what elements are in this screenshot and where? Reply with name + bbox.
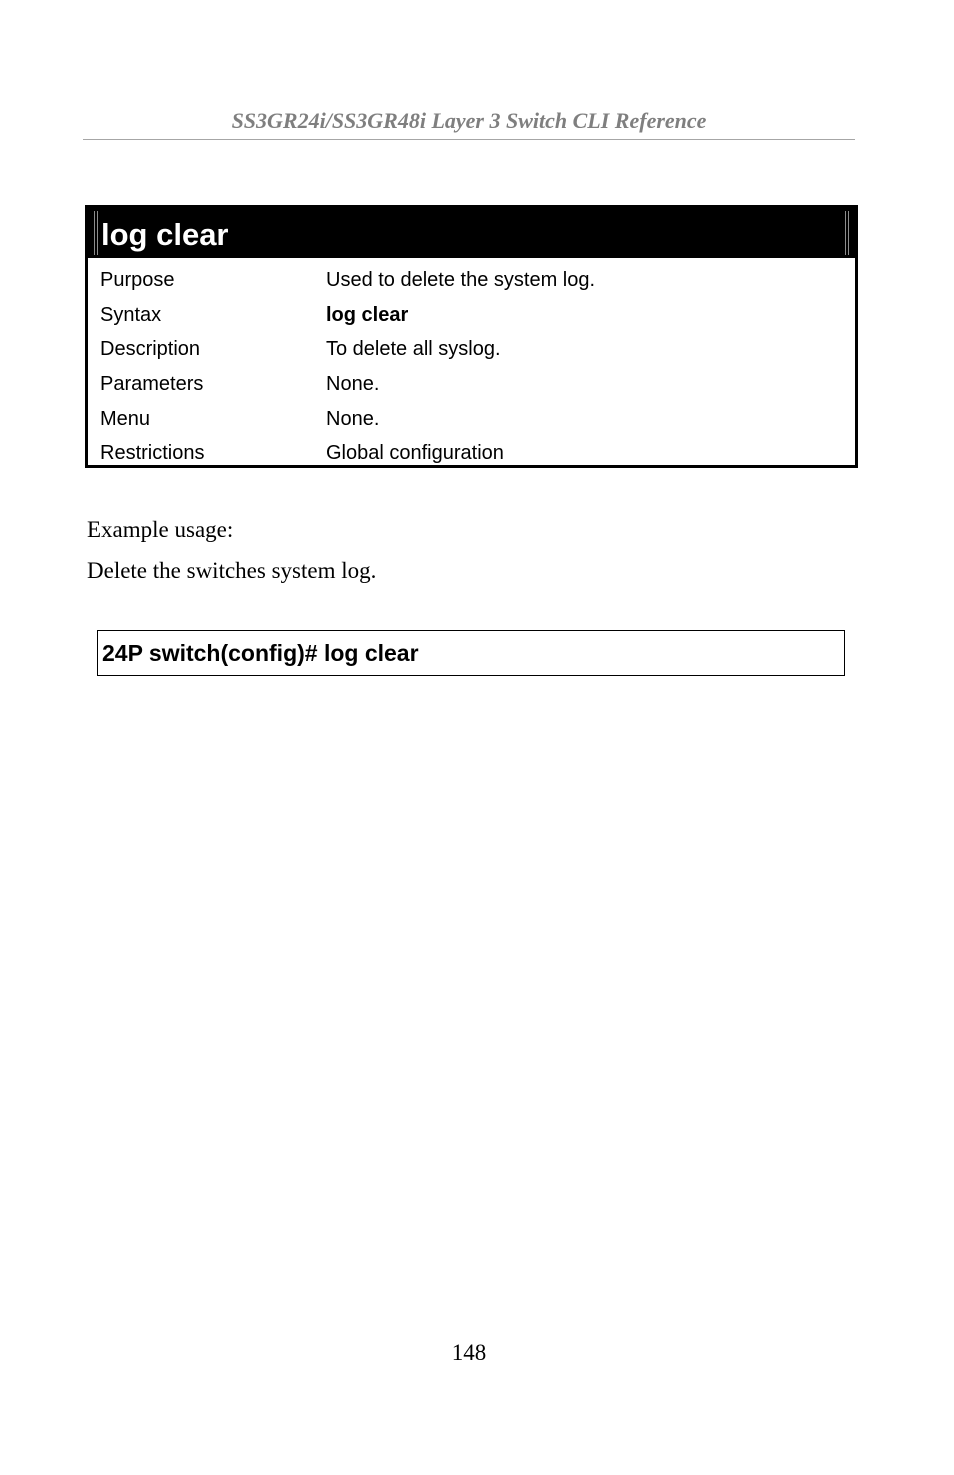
row-value: Used to delete the system log. — [326, 268, 596, 291]
row-value: Global configuration — [326, 442, 504, 465]
row-parameters — [100, 367, 840, 402]
example-code: 24P switch(config)# log clear — [102, 640, 419, 666]
row-label: Syntax — [100, 303, 162, 326]
title-bar-left-edge — [94, 211, 98, 255]
row-value: None. — [326, 407, 380, 430]
command-title-bar — [88, 208, 855, 258]
row-menu — [100, 402, 840, 437]
row-value: None. — [326, 372, 380, 395]
row-syntax — [100, 298, 840, 333]
row-restrictions — [100, 436, 840, 471]
example-description: Delete the switches system log. — [87, 558, 377, 583]
header-rule — [83, 139, 855, 140]
command-title: log clear — [101, 217, 229, 252]
command-rows — [100, 263, 840, 471]
row-value: log clear — [326, 303, 409, 326]
title-bar-right-edge — [845, 211, 849, 255]
row-purpose — [100, 263, 840, 298]
row-label: Menu — [100, 407, 151, 430]
row-value: To delete all syslog. — [326, 338, 501, 361]
row-label: Description — [100, 338, 201, 361]
command-table — [85, 205, 858, 468]
row-label: Parameters — [100, 372, 204, 395]
running-header: SS3GR24i/SS3GR48i Layer 3 Switch CLI Reference — [231, 108, 707, 133]
page-number: 148 — [451, 1340, 487, 1365]
example-heading: Example usage: — [87, 517, 234, 542]
example-code-box — [97, 630, 845, 676]
row-label: Restrictions — [100, 442, 205, 465]
row-description — [100, 332, 840, 367]
row-label: Purpose — [100, 268, 175, 291]
